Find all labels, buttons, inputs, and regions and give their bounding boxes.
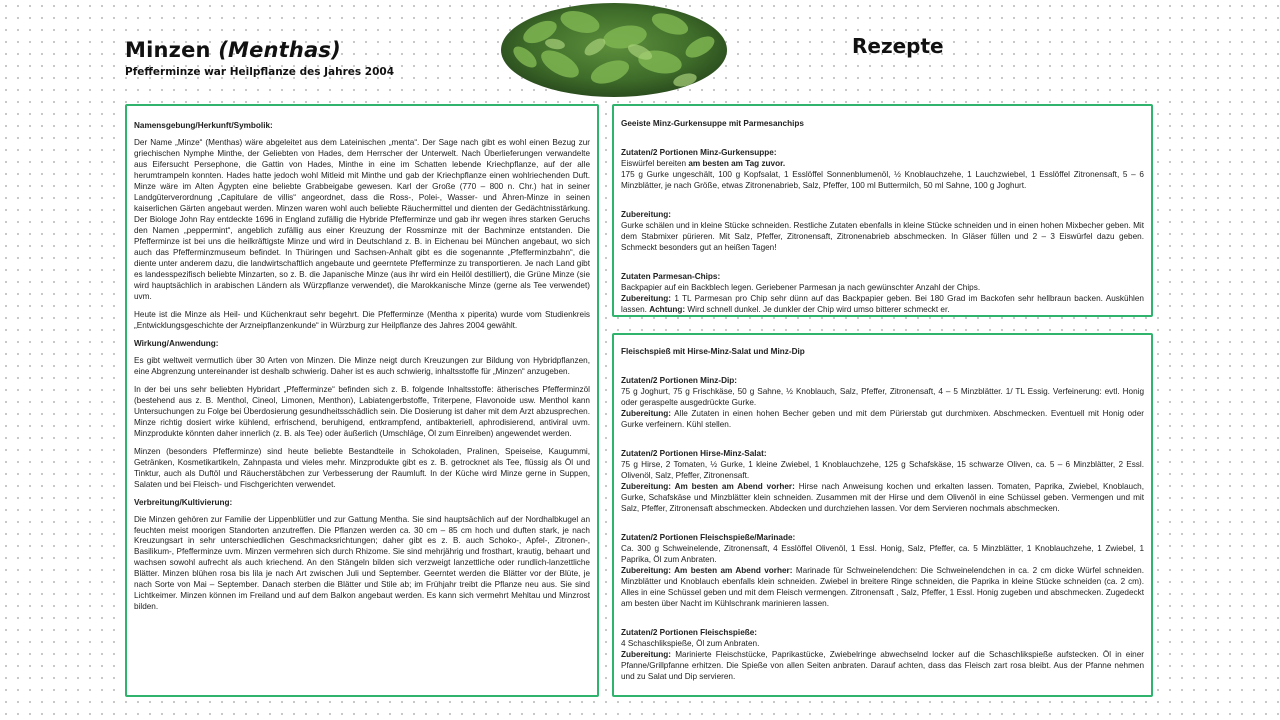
preparation-text: Zubereitung: Am besten am Abend vorher: Hirse nach Anweisung kochen und erkalten lassen. Tomaten, Paprika, Zwiebel, Knoblauch, Gurke, Schafskäse und Minzblätter klein schneiden. Zusammen mit der Hirse und dem Olivenöl in eine Schüssel geben. Vermengen und mit Salz, Pfeffer, Zitronensaft abschmecken. Abdecken und durchziehen lassen. Vor dem Servieren nochmals abschmecken. <box>621 481 1145 513</box>
recipe-title: Geeiste Minz-Gurkensuppe mit Parmesanchips <box>621 119 804 128</box>
preparation-text: Zubereitung: Am besten am Abend vorher: Marinade für Schweinelendchen: Die Schweinelendchen in ca. 2 cm dicke Würfel schneiden. Minzblätter und Knoblauch ebenfalls klein schneiden. Zwiebel in breitere Ringe schneiden, die Paprika in kleine Stücke schneiden (ca. 2 cm). Alles in eine Schüssel geben und mit dem Fleisch vermengen. Zitronensaft , Salz, Pfeffer, 1 Essl. Honig zugeben und abschmecken. Zugedeckt am besten über Nacht im Kühlschrank marinieren lassen. <box>621 565 1144 608</box>
preparation-text: Gurke schälen und in kleine Stücke schneiden. Restliche Zutaten ebenfalls in kleine Stücke schneiden und in einen hohen Mixbecher geben. Mit dem Stabmixer pürieren. Mit Salz, Pfeffer, Zitronensaft, Zitronenabrieb abschmecken. In Gläser füllen und 2 – 3 Eiswürfel dazu geben. Schmeckt besonders gut an heißen Tagen! <box>621 220 1144 252</box>
section-heading-cultivation: Verbreitung/Kultivierung: <box>134 497 233 507</box>
section-heading-origin: Namensgebung/Herkunft/Symbolik: <box>134 121 273 130</box>
skewer-section <box>621 628 1144 683</box>
recipes-heading: Rezepte <box>852 34 944 58</box>
ingredients-text: 75 g Hirse, 2 Tomaten, ½ Gurke, 1 kleine Zwiebel, 1 Knoblauchzehe, 125 g Schafskäse, 15 schwarze Oliven, ca. 5 – 6 Minzblätter, 2 Essl. Olivenöl, Salz, Pfeffer, Zitronensaft. <box>621 459 1144 480</box>
page-subtitle: Pfefferminze war Heilpflanze des Jahres 2004 <box>125 66 395 78</box>
marinade-section <box>621 533 1144 610</box>
ingredients-heading: Zutaten/2 Portionen Fleischspieße: <box>621 627 758 637</box>
ingredients-heading: Zutaten/2 Portionen Minz-Dip: <box>621 375 737 385</box>
recipe-soup-panel <box>612 104 1153 317</box>
ingredients-text: Ca. 300 g Schweinelende, Zitronensaft, 4 Esslöffel Olivenöl, 1 Essl. Honig, Salz, Pfeffer, ca. 5 Minzblätter, 1 Knoblauchzehe, 1 Zwiebel, 1 Paprika, Öl zum Anbraten. <box>621 543 1144 564</box>
ingredients-heading: Zutaten/2 Portionen Hirse-Minz-Salat: <box>621 448 767 458</box>
title-main: Minzen <box>125 38 211 62</box>
ingredients-text: 75 g Joghurt, 75 g Frischkäse, 50 g Sahne, ½ Knoblauch, Salz, Pfeffer, Zitronensaft, 4 – 5 Minzblätter. 1/ TL Essig. Verfeinerung: evtl. Honig oder geraspelte ausgedrückte Gurke. <box>621 386 1144 407</box>
ingredients-text: Backpapier auf ein Backblech legen. Geriebener Parmesan ja nach gewünschter Anzahl der Chips. <box>621 282 981 292</box>
soup-ingredients <box>621 148 1144 192</box>
soup-preparation <box>621 210 1144 254</box>
title-latin: (Menthas) <box>218 38 341 62</box>
preparation-heading: Zubereitung: <box>621 209 672 219</box>
ingredients-heading: Zutaten/2 Portionen Minz-Gurkensuppe: <box>621 147 777 157</box>
section-heading-effect: Wirkung/Anwendung: <box>134 338 219 348</box>
recipe-title: Fleischspieß mit Hirse-Minz-Salat und Minz-Dip <box>621 347 805 356</box>
recipe-skewer-panel <box>612 333 1153 697</box>
ingredients-text: 4 Schaschlikspieße, Öl zum Anbraten. <box>621 638 760 648</box>
ingredients-paragraph: In der bei uns sehr beliebten Hybridart „Pfefferminze“ befinden sich z. B. folgende Inhaltsstoffe: ätherisches Pfefferminzöl (bestehend aus z. B. Menthol, Cineol, Limonen, Menthon), Labiatengerbstoffe, Triterpene, Flavonoide usw. Menthol kann Untersuchungen zu Folge bei Überdosierung gesundheitsschädlich sein. Die Dosierung ist daher mit dem Arzt abzusprechen. Minze richtig dosiert wirke kühlend, erfrischend, beruhigend, entkrampfend, antibakteriell, aphrodisierend, antiviral uvm. Minzprodukte könnten daher innerlich (z. B. als Tee) oder äußerlich (Umschläge, Öl zum Einreiben) angewendet werden. <box>134 384 590 438</box>
ingredients-list: 175 g Gurke ungeschält, 100 g Kopfsalat, 1 Esslöffel Sonnenblumenöl, ½ Knoblauchzehe, 1 Lauchzwiebel, 1 Esslöffel Zitronensaft, 5 – 6 Minzblätter, je nach Größe, etwas Zitronenabrieb, Salz, Pfeffer, 100 ml Buttermilch, 50 ml Sahne, 100 g Joghurt. <box>621 169 1144 190</box>
ingredients-heading: Zutaten Parmesan-Chips: <box>621 271 721 281</box>
dip-section <box>621 376 1144 431</box>
preparation-text: Zubereitung: Alle Zutaten in einen hohen Becher geben und mit dem Pürierstab gut durchmixen. Abschmecken. Eventuell mit Honig oder Gurke verfeinern. Kühl stellen. <box>621 408 1144 429</box>
ingredients-text: Eiswürfel bereiten am besten am Tag zuvor. <box>621 158 786 168</box>
species-paragraph: Es gibt weltweit vermutlich über 30 Arten von Minzen. Die Minze neigt durch Kreuzungen zur Bildung von Hybridpflanzen, eine Abgrenzung untereinander ist deshalb schwierig. Daher ist es auch schwierig, inhaltsstoffe für „Minzen“ anzugeben. <box>134 355 590 376</box>
uses-paragraph: Minzen (besonders Pfefferminze) sind heute beliebte Bestandteile in Schokoladen, Pralinen, Speiseise, Kaugummi, Getränken, Kosmetikartikeln, Zahnpasta und vieles mehr. Minzprodukte gibt es z. B. getrocknet als Tee, flüssig als Öl und Tinktur, auch als Duftöl und Räucherstäbchen zur Verbesserung der Raumluft. In der Küche wird Minze gerne in Suppen, Salaten und bei Fleisch- und Fischgerichten verwendet. <box>134 446 590 489</box>
page-title <box>125 38 341 62</box>
origin-paragraph: Der Name „Minze“ (Menthas) wäre abgeleitet aus dem Lateinischen „mentа“. Der Sage nach gibt es wohl einen Bezug zur griechischen Nymphe Minthe, der Geliebten von Hades, dem Herrscher der Unterwelt. Nach Überlieferungen verwandelte aus Eifersucht Persephone, die Gattin von Hades, Minthe in eine im Schatten lebende Kriechpflanze, auf der alle herumtrampeln konnten. Hades hatte jedoch wohl Mitleid mit Minthe und gab der Kriechpflanze einen wohlriechenden Duft. Minze wäre im Alten Ägypten eine beliebte Grabbeigabe gewesen. Karl der Große (770 – 800 n. Chr.) hat in seiner Landgüterverordnung „Capitulare de villis“ angeordnet, dass die Ross-, Polei-, Wasser- und Ähren-Minze in seinen kaiserlichen Gärten angebaut werden. Minzen waren wohl auch beliebte Räuchermittel und dienten der Gedächtnisstärkung. Der Biologe John Ray entdeckte 1696 in England zufällig die Hybride Pfefferminze und gab ihr wegen ihres starken Geruchs den Namen „peppermint“, angeblich zufällig aus einer Kreuzung der Rossminze mit der Bachminze entstanden. Die Pfefferminze ist bei uns die heilkräftigste Minze und wird in Deutschland z. B. in Eichenau bei München angebaut, wo sich auch das Pfefferminzmuseum befindet. In Thüringen und Sachsen-Anhalt gibt es die sogenannte „Pfefferminzbahn“, die diente unter anderem dazu, die landwirtschaftlich angebaute und geerntete Pfefferminze zu transportieren. Je nach Land gibt es landesspezifisch beliebte Minzarten, so z. B. die Japanische Minze (aus ihr wird ein Heilöl destilliert), die Grüne Minze (sie wird hauptsächlich in arabischen Ländern als Würzpflanze verwendet), die Marokkanische Minze (gerne als Tee verwendet) uvm. <box>134 137 590 301</box>
salad-section <box>621 449 1144 515</box>
info-panel <box>125 104 599 697</box>
cultivation-paragraph: Die Minzen gehören zur Familie der Lippenblütler und zur Gattung Mentha. Sie sind hauptsächlich auf der Nordhalbkugel an feuchten meist moorigen Standorten anzutreffen. Die Pflanzen werden ca. 30 cm – 85 cm hoch und duften stark, je nach Kreuzungsart in sehr unterschiedlichen Geschmacksrichtungen; daher gibt es z. B. auch Schoko-, Apfel-, Zitronen-, Basilikum-, Pfefferminze uvm. Minzen vermehren sich durch Rhizome. Sie sind mehrjährig und frosthart, krautig, behaart und wachsen sowohl aufrecht als auch kriechend. An den Stängeln bilden sich verzweigt lanzettliche oder rundlich-lanzettliche Blätter. Minzen blühen rosa bis lila je nach Art zwischen Juli und September. Geerntet werden die Blätter vor der Blüte, je nach Sorte von Mai – September. Danach sterben die Blätter und Stile ab; im Frühjahr treibt die Pflanze neu aus. Sie sind Lichtkeimer. Minzen können im Freiland und auf dem Balkon angebaut werden. Es kann sich vermehrt Mehltau und Minzrost bilden. <box>134 514 590 612</box>
mint-plant-image <box>500 2 728 98</box>
chips-ingredients <box>621 272 1144 316</box>
herb-of-year-paragraph: Heute ist die Minze als Heil- und Küchenkraut sehr begehrt. Die Pfefferminze (Mentha x piperita) wurde vom Studienkreis „Entwicklungsgeschichte der Arzneipflanzenkunde“ in Würzburg zur Heilpflanze des Jahres 2004 gewählt. <box>134 309 590 330</box>
ingredients-heading: Zutaten/2 Portionen Fleischspieße/Marinade: <box>621 532 796 542</box>
preparation-text: Zubereitung: Marinierte Fleischstücke, Paprikastücke, Zwiebelringe abwechselnd locker auf die Schaschlikspieße aufstecken. Öl in einer Pfanne/Grillpfanne erhitzen. Die Spieße von allen Seiten anbraten. Darauf achten, dass das Fleisch zart rosa bleibt. Aus der Pfanne nehmen und zu Salat und Dip servieren. <box>621 649 1144 681</box>
preparation-text: Zubereitung: 1 TL Parmesan pro Chip sehr dünn auf das Backpapier geben. Bei 180 Grad im Backofen sehr hellbraun backen. Auskühlen lassen. Achtung: Wird schnell dunkel. Je dunkler der Chip wird umso bitterer schmeckt er. <box>621 293 1144 314</box>
